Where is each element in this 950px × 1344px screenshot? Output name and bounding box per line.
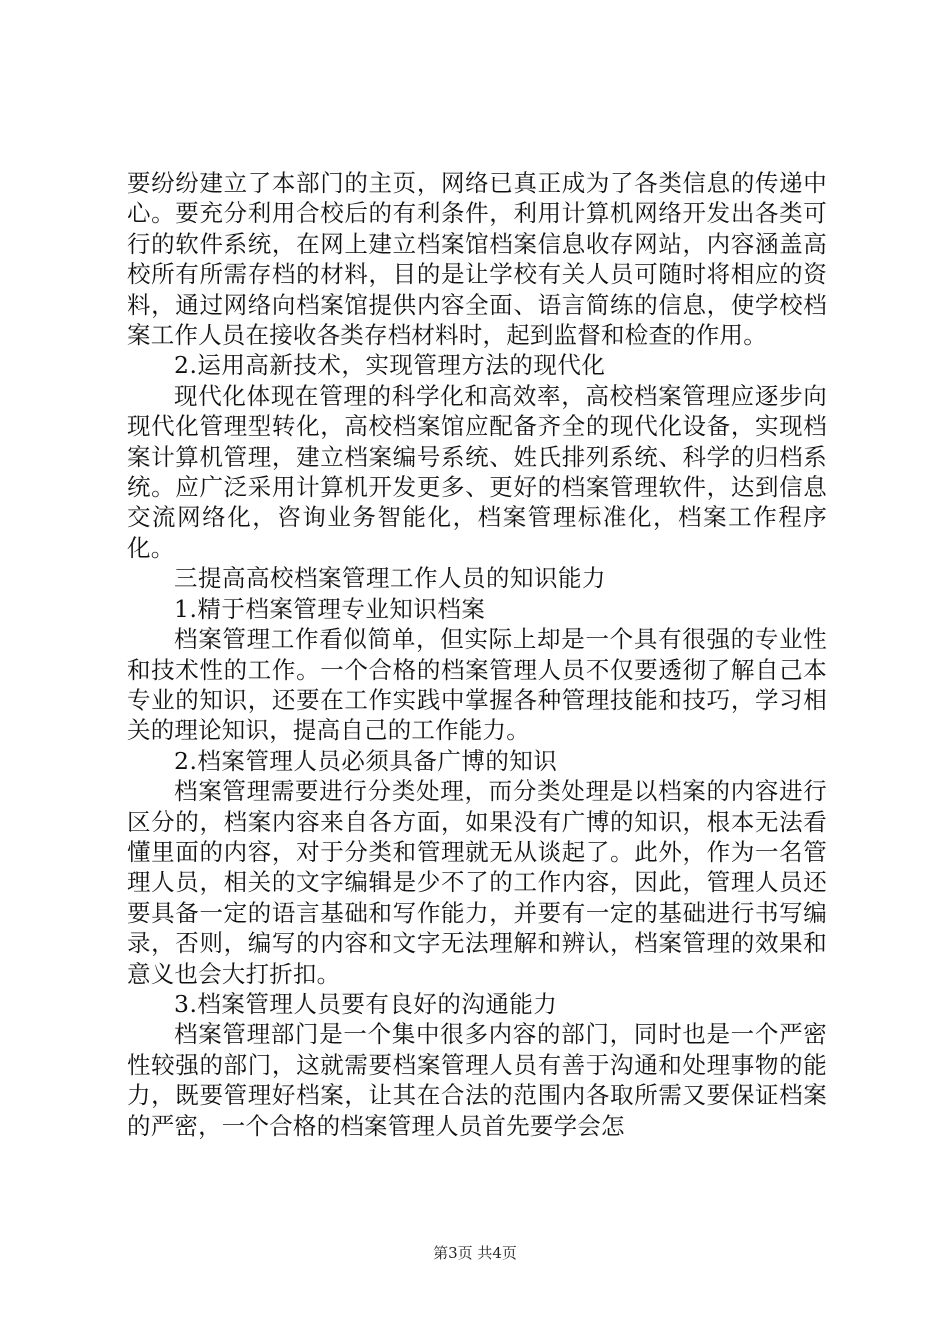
heading-section-three: 三提高高校档案管理工作人员的知识能力 <box>174 564 606 593</box>
paragraph-communication: 档案管理部门是一个集中很多内容的部门，同时也是一个严密性较强的部门，这就需要档案管理人员有善于沟通和处理事物的能力，既要管理好档案，让其在合法的范围内各取所需又要保证档案的严密，一个合格的档案管理人员首先要学会怎 <box>127 1020 827 1140</box>
heading-broad-knowledge: 2.档案管理人员必须具备广博的知识 <box>174 746 558 775</box>
heading-modernization: 2.运用高新技术，实现管理方法的现代化 <box>174 351 606 380</box>
paragraph-broad-knowledge: 档案管理需要进行分类处理，而分类处理是以档案的内容进行区分的，档案内容来自各方面，如果没有广博的知识，根本无法看懂里面的内容，对于分类和管理就无从谈起了。此外，作为一名管理人员，相关的文字编辑是少不了的工作内容，因此，管理人员还要具备一定的语言基础和写作能力，并要有一定的基础进行书写编录，否则，编写的内容和文字无法理解和辨认，档案管理的效果和意义也会大打折扣。 <box>127 777 827 988</box>
heading-professional-knowledge: 1.精于档案管理专业知识档案 <box>174 594 486 623</box>
paragraph-professional-knowledge: 档案管理工作看似简单，但实际上却是一个具有很强的专业性和技术性的工作。一个合格的档案管理人员不仅要透彻了解自己本专业的知识，还要在工作实践中掌握各种管理技能和技巧，学习相关的理论知识，提高自己的工作能力。 <box>127 625 827 745</box>
paragraph-modernization: 现代化体现在管理的科学化和高效率，高校档案管理应逐步向现代化管理型转化，高校档案馆应配备齐全的现代化设备，实现档案计算机管理，建立档案编号系统、姓氏排列系统、科学的归档系统。应广泛采用计算机开发更多、更好的档案管理软件，达到信息交流网络化，咨询业务智能化，档案管理标准化，档案工作程序化。 <box>127 381 827 562</box>
document-body <box>127 168 827 1141</box>
heading-communication: 3.档案管理人员要有良好的沟通能力 <box>174 989 558 1018</box>
page-number-footer: 第3页 共4页 <box>433 1244 517 1262</box>
paragraph-network-archive: 要纷纷建立了本部门的主页，网络已真正成为了各类信息的传递中心。要充分利用合校后的有利条件，利用计算机网络开发出各类可行的软件系统，在网上建立档案馆档案信息收存网站，内容涵盖高校所有所需存档的材料，目的是让学校有关人员可随时将相应的资料，通过网络向档案馆提供内容全面、语言简练的信息，使学校档案工作人员在接收各类存档材料时，起到监督和检查的作用。 <box>127 169 827 350</box>
